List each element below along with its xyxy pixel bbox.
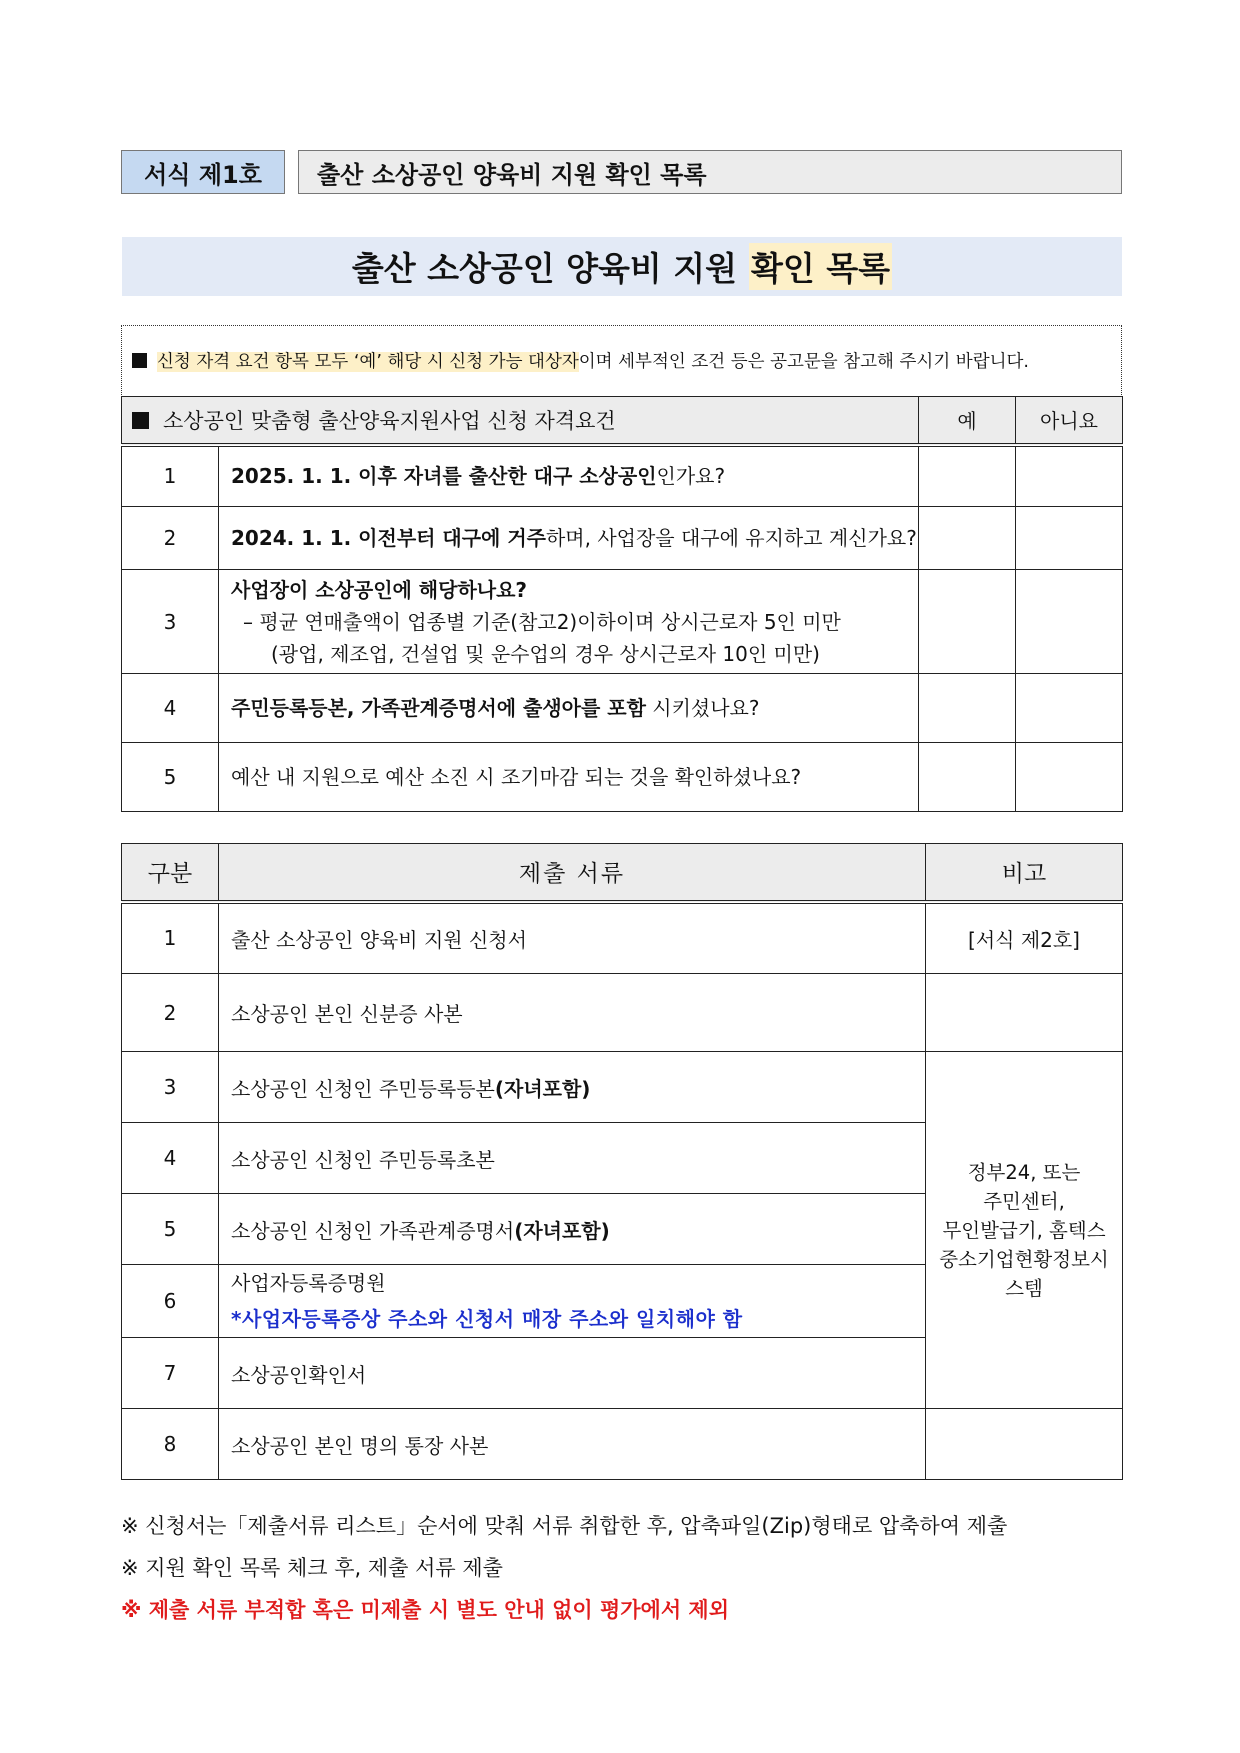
form-title-label: 출산 소상공인 양육비 지원 확인 목록 <box>298 150 1122 194</box>
row-number: 2 <box>122 507 219 570</box>
row-number: 4 <box>122 1123 219 1194</box>
row-number: 5 <box>122 743 219 812</box>
row-number: 3 <box>122 570 219 674</box>
eligibility-table <box>121 396 1123 812</box>
document-name: 소상공인 신청인 가족관계증명서(자녀포함) <box>219 1194 926 1265</box>
document-name: 소상공인 본인 명의 통장 사본 <box>219 1409 926 1480</box>
document-name: 소상공인확인서 <box>219 1338 926 1409</box>
yes-column-header: 예 <box>919 397 1016 445</box>
form-number-label: 서식 제1호 <box>121 150 285 194</box>
document-name: 소상공인 본인 신분증 사본 <box>219 974 926 1052</box>
table-row <box>122 445 1123 507</box>
question-text: 사업장이 소상공인에 해당하나요? – 평균 연매출액이 업종별 기준(참고2)이하이며 상시근로자 5인 미만 (광업, 제조업, 건설업 및 운수업의 경우 상시근로자 10인 미만) <box>219 570 919 674</box>
row-number: 8 <box>122 1409 219 1480</box>
yes-checkbox-cell[interactable] <box>919 743 1016 812</box>
square-bullet-icon <box>132 412 149 429</box>
document-name: 소상공인 신청인 주민등록등본(자녀포함) <box>219 1052 926 1123</box>
square-bullet-icon <box>132 353 147 368</box>
table-row <box>122 570 1123 674</box>
submission-note: ※ 신청서는「제출서류 리스트」순서에 맞춰 서류 취합한 후, 압축파일(Zip)형태로 압축하여 제출 <box>121 1514 1008 1538</box>
remark-cell <box>926 974 1123 1052</box>
yes-checkbox-cell[interactable] <box>919 507 1016 570</box>
no-checkbox-cell[interactable] <box>1016 674 1123 743</box>
table-row <box>122 902 1123 974</box>
address-match-note: *사업자등록증상 주소와 신청서 매장 주소와 일치해야 함 <box>231 1307 743 1331</box>
eligibility-heading: 소상공인 맞춤형 출산양육지원사업 신청 자격요건 <box>122 397 919 445</box>
exclusion-warning: ※ 제출 서류 부적합 혹은 미제출 시 별도 안내 없이 평가에서 제외 <box>121 1598 729 1622</box>
no-column-header: 아니요 <box>1016 397 1123 445</box>
document-name: 출산 소상공인 양육비 지원 신청서 <box>219 902 926 974</box>
question-text: 주민등록등본, 가족관계증명서에 출생아를 포함 시키셨나요? <box>219 674 919 743</box>
row-number: 1 <box>122 445 219 507</box>
row-number: 7 <box>122 1338 219 1409</box>
remark-cell: [서식 제2호] <box>926 902 1123 974</box>
row-number: 2 <box>122 974 219 1052</box>
category-column-header: 구분 <box>122 844 219 902</box>
remark-cell <box>926 1409 1123 1480</box>
row-number: 5 <box>122 1194 219 1265</box>
question-text: 2024. 1. 1. 이전부터 대구에 거주하며, 사업장을 대구에 유지하고 계신가요? <box>219 507 919 570</box>
title-highlight: 확인 목록 <box>749 243 892 290</box>
title-main: 출산 소상공인 양육비 지원 <box>351 249 738 288</box>
table-row <box>122 674 1123 743</box>
no-checkbox-cell[interactable] <box>1016 743 1123 812</box>
row-number: 3 <box>122 1052 219 1123</box>
document-name: 소상공인 신청인 주민등록초본 <box>219 1123 926 1194</box>
yes-checkbox-cell[interactable] <box>919 570 1016 674</box>
yes-checkbox-cell[interactable] <box>919 445 1016 507</box>
document-name: 사업자등록증명원 *사업자등록증상 주소와 신청서 매장 주소와 일치해야 함 <box>219 1265 926 1338</box>
question-text: 2025. 1. 1. 이후 자녀를 출산한 대구 소상공인인가요? <box>219 445 919 507</box>
page-title <box>122 237 1122 296</box>
yes-checkbox-cell[interactable] <box>919 674 1016 743</box>
remark-column-header: 비고 <box>926 844 1123 902</box>
question-subtext: (광업, 제조업, 건설업 및 운수업의 경우 상시근로자 10인 미만) <box>271 641 820 666</box>
table-row <box>122 1409 1123 1480</box>
checklist-note: ※ 지원 확인 목록 체크 후, 제출 서류 제출 <box>121 1556 503 1580</box>
table-row <box>122 974 1123 1052</box>
question-text: 예산 내 지원으로 예산 소진 시 조기마감 되는 것을 확인하셨나요? <box>219 743 919 812</box>
notice-highlight: 신청 자격 요건 항목 모두 ‘예’ 해당 시 신청 가능 대상자 <box>157 352 579 372</box>
table-row <box>122 743 1123 812</box>
no-checkbox-cell[interactable] <box>1016 570 1123 674</box>
docs-column-header: 제출 서류 <box>219 844 926 902</box>
notice-rest: 이며 세부적인 조건 등은 공고문을 참고해 주시기 바랍니다. <box>578 352 1029 372</box>
no-checkbox-cell[interactable] <box>1016 445 1123 507</box>
row-number: 6 <box>122 1265 219 1338</box>
row-number: 4 <box>122 674 219 743</box>
merged-remark-cell: 정부24, 또는 주민센터, 무인발급기, 홈텍스 중소기업현황정보시 스템 <box>926 1052 1123 1409</box>
row-number: 1 <box>122 902 219 974</box>
no-checkbox-cell[interactable] <box>1016 507 1123 570</box>
documents-table <box>121 843 1123 1480</box>
table-row <box>122 507 1123 570</box>
eligibility-notice <box>121 325 1122 397</box>
question-subtext: – 평균 연매출액이 업종별 기준(참고2)이하이며 상시근로자 5인 미만 <box>243 609 841 634</box>
table-row <box>122 1052 1123 1123</box>
